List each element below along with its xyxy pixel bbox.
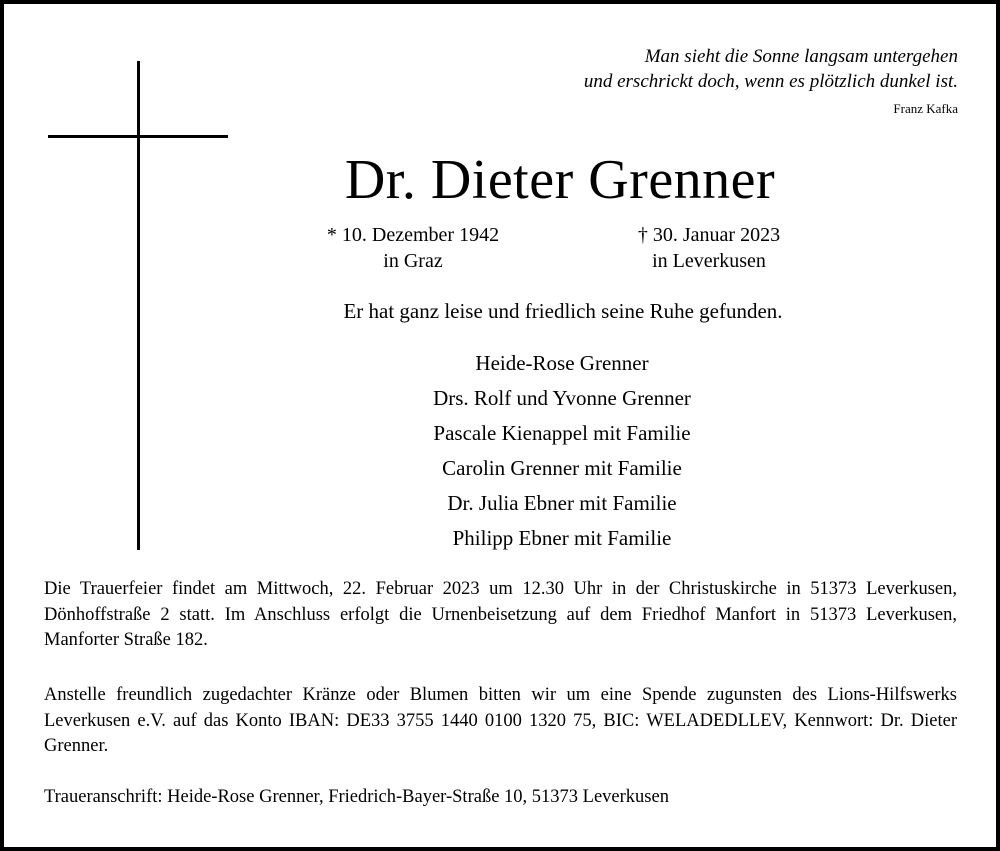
mourners-list — [362, 346, 762, 556]
deceased-name: Dr. Dieter Grenner — [344, 149, 776, 211]
birth-place: in Graz — [383, 250, 443, 272]
ceremony-paragraph: Die Trauerfeier findet am Mittwoch, 22. Februar 2023 um 12.30 Uhr in der Christuskirche in 51373 Leverkusen, Dönhoffstraße 2 statt. Im Anschluss erfolgt die Urnenbeisetzung auf dem Friedhof Manfort in 51373 Leverkusen, Manforter Straße 182. — [44, 579, 957, 650]
quote-line-1: Man sieht die Sonne langsam untergehen — [644, 46, 958, 67]
death-date: † 30. Januar 2023 — [637, 224, 781, 246]
mourner: Pascale Kienappel mit Familie — [433, 421, 691, 445]
kafka-quote — [584, 44, 958, 94]
quote-author: Franz Kafka — [893, 101, 958, 116]
motto: Er hat ganz leise und friedlich seine Ruhe gefunden. — [343, 299, 783, 323]
death-info — [594, 222, 824, 274]
mourner: Heide-Rose Grenner — [475, 351, 649, 375]
birth-date: * 10. Dezember 1942 — [326, 224, 500, 246]
quote-line-2: und erschrickt doch, wenn es plötzlich dunkel ist. — [583, 71, 958, 92]
cross-horizontal-bar — [48, 135, 228, 138]
birth-info — [298, 222, 528, 274]
mourner: Dr. Julia Ebner mit Familie — [447, 491, 677, 515]
mourner: Drs. Rolf und Yvonne Grenner — [433, 386, 691, 410]
mourner: Carolin Grenner mit Familie — [442, 456, 682, 480]
death-place: in Leverkusen — [652, 250, 766, 272]
donation-paragraph: Anstelle freundlich zugedachter Kränze oder Blumen bitten wir um eine Spende zugunsten des Lions-Hilfswerks Leverkusen e.V. auf das Konto IBAN: DE33 3755 1440 0100 1320 75, BIC: WELADEDLLEV, Kennwort: Dr. Dieter Grenner. — [44, 685, 957, 756]
mourner: Philipp Ebner mit Familie — [452, 526, 672, 550]
address-paragraph: Traueranschrift: Heide-Rose Grenner, Friedrich-Bayer-Straße 10, 51373 Leverkusen — [44, 787, 669, 807]
